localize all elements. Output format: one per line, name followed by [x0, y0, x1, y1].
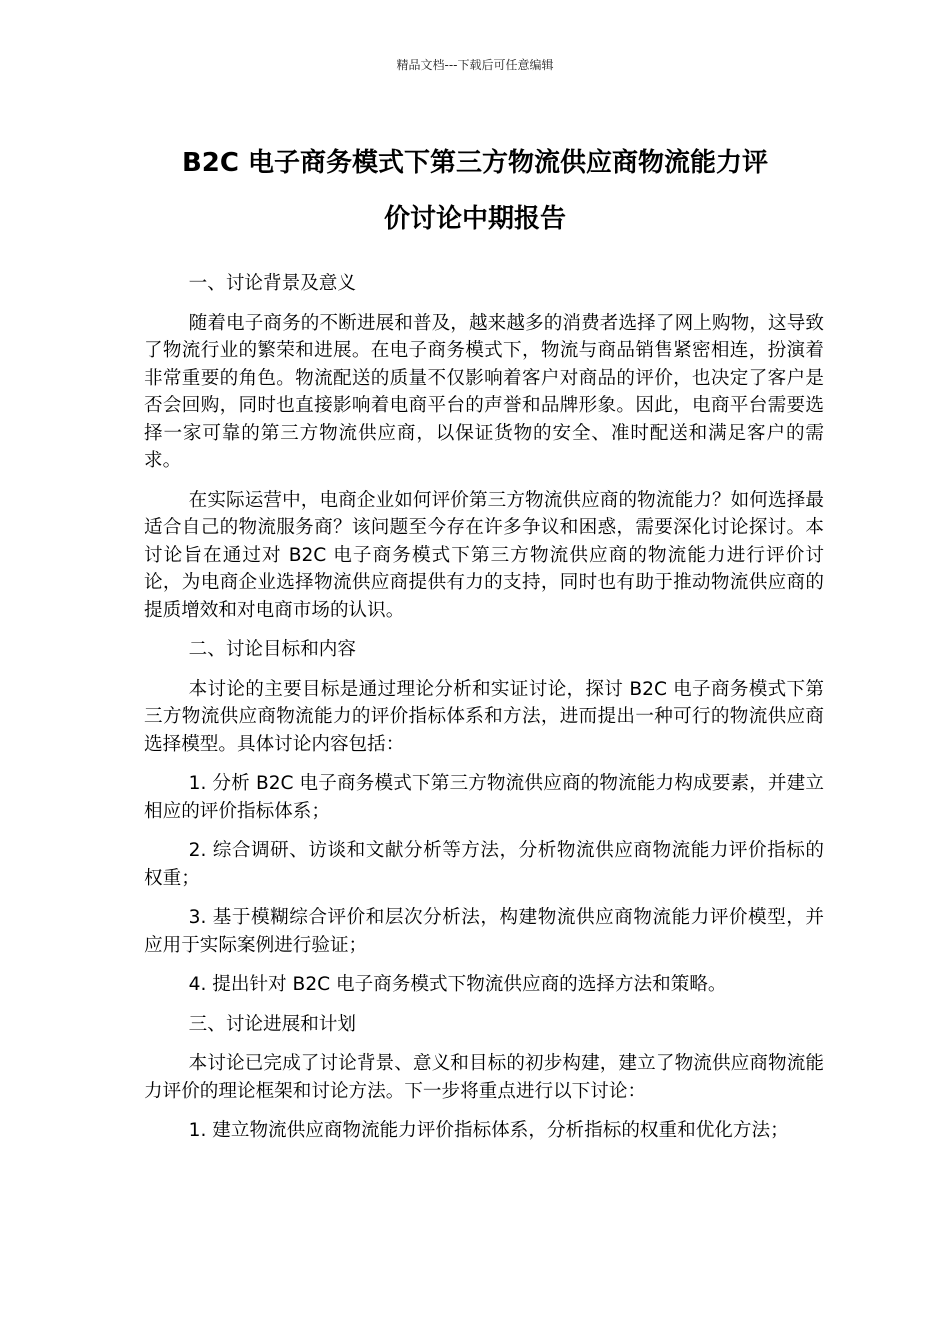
list-item-goal-2: 2. 综合调研、访谈和文献分析等方法，分析物流供应商物流能力评价指标的权重； [144, 840, 824, 889]
list-item-goal-4: 4. 提出针对 B2C 电子商务模式下物流供应商的选择方法和策略。 [188, 974, 727, 995]
paragraph-background-2: 在实际运营中，电商企业如何评价第三方物流供应商的物流能力？如何选择最适合自己的物流服务商？该问题至今存在许多争议和困惑，需要深化讨论探讨。本讨论旨在通过对 B2C 电子商务模式下第三方物流供应商的物流能力进行评价讨论，为电商企业选择物流供应商提供有力的支持，同时也有助于推动物流供应商的提质增效和对电商市场的认识。 [144, 489, 824, 621]
list-item-plan-1: 1. 建立物流供应商物流能力评价指标体系，分析指标的权重和优化方法； [188, 1120, 789, 1141]
title-line-1: B2C 电子商务模式下第三方物流供应商物流能力评 [181, 148, 769, 178]
paragraph-goals-intro: 本讨论的主要目标是通过理论分析和实证讨论，探讨 B2C 电子商务模式下第三方物流供应商物流能力的评价指标体系和方法，进而提出一种可行的物流供应商选择模型。具体讨论内容包括： [144, 678, 824, 755]
section-heading-progress: 三、讨论进展和计划 [188, 1013, 356, 1035]
page-header: 精品文档---下载后可任意编辑 [396, 58, 554, 72]
document-body [144, 270, 824, 1157]
paragraph-background-1: 随着电子商务的不断进展和普及，越来越多的消费者选择了网上购物，这导致了物流行业的繁荣和进展。在电子商务模式下，物流与商品销售紧密相连，扮演着非常重要的角色。物流配送的质量不仅影响着客户对商品的评价，也决定了客户是否会回购，同时也直接影响着电商平台的声誉和品牌形象。因此，电商平台需要选择一家可靠的第三方物流供应商，以保证货物的安全、准时配送和满足客户的需求。 [144, 312, 824, 471]
section-heading-background: 一、讨论背景及意义 [188, 273, 356, 294]
list-item-goal-1: 1. 分析 B2C 电子商务模式下第三方物流供应商的物流能力构成要素，并建立相应的评价指标体系； [144, 773, 824, 822]
document-title [100, 135, 850, 247]
paragraph-progress-intro: 本讨论已完成了讨论背景、意义和目标的初步构建，建立了物流供应商物流能力评价的理论框架和讨论方法。下一步将重点进行以下讨论： [144, 1053, 824, 1102]
title-line-2: 价讨论中期报告 [383, 204, 566, 234]
section-heading-goals: 二、讨论目标和内容 [188, 639, 356, 660]
list-item-goal-3: 3. 基于模糊综合评价和层次分析法，构建物流供应商物流能力评价模型，并应用于实际案例进行验证； [144, 907, 824, 956]
